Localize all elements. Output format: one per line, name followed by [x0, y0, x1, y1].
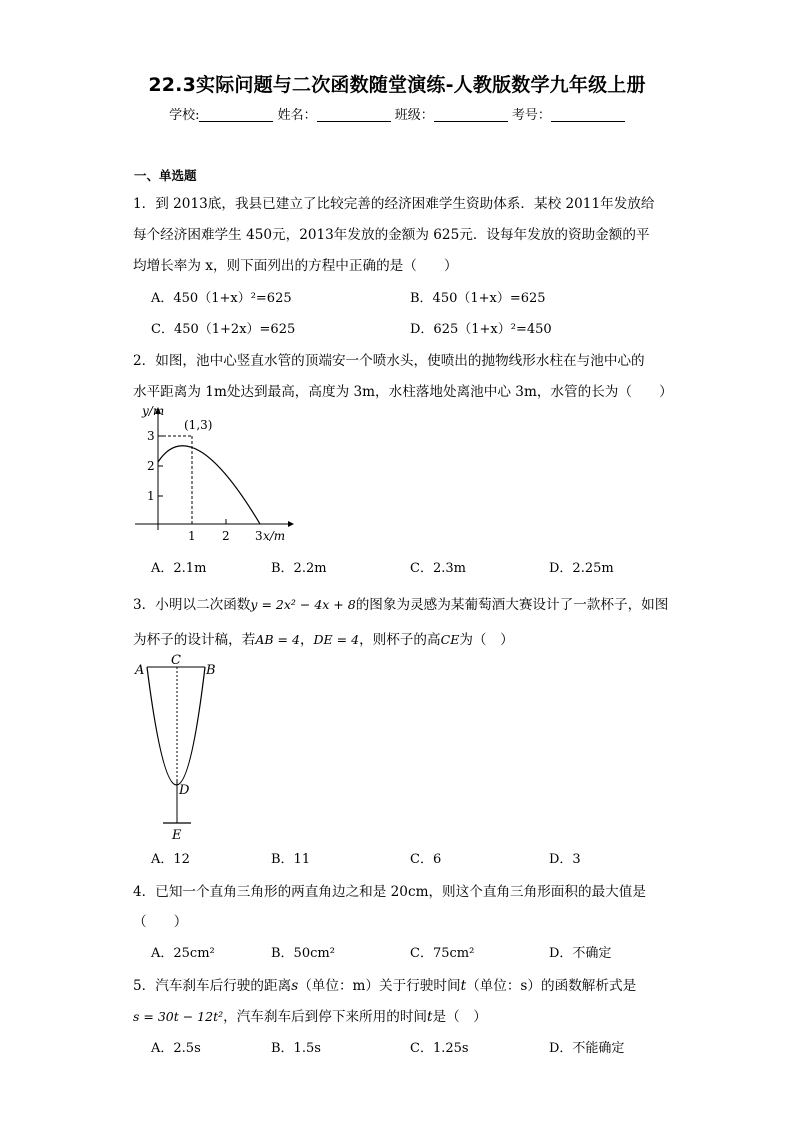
q2-parabola-figure [130, 402, 300, 547]
q5-option-d[interactable]: D．不能确定 [549, 1041, 625, 1056]
q5-line-1 [133, 974, 636, 994]
q3-function-formula: y = 2x² − 4x + 8 [250, 597, 356, 612]
q3-text: 的图象为灵感为某葡萄酒大赛设计了一款杯子，如图 [355, 597, 669, 613]
q2-xtick-label-3: 3 [255, 529, 263, 543]
q5-option-c[interactable]: C．1.25s [410, 1041, 469, 1056]
q4-option-d[interactable]: D．不确定 [549, 946, 612, 961]
q2-line-2: 水平距离为 1m处达到最高，高度为 3m，水柱落地处离池中心 3m，水管的长为（ ） [133, 384, 673, 400]
q3-text: 为（ ） [459, 632, 514, 648]
q3-ab-value: AB = 4 [255, 632, 300, 647]
q1-option-a[interactable]: A．450（1+x）²=625 [151, 291, 292, 306]
q2-y-axis-label: y/m [142, 404, 165, 418]
q1-option-c[interactable]: C．450（1+2x）=625 [151, 322, 296, 337]
q2-parabola-curve [158, 446, 260, 524]
q2-ytick-label-3: 3 [147, 429, 155, 443]
q5-text: 5．汽车刹车后行驶的距离 [133, 978, 292, 994]
q2-option-d[interactable]: D．2.25m [549, 561, 614, 576]
q3-label-e: E [172, 828, 182, 843]
q5-t-variable: t [427, 1009, 433, 1025]
q3-text: 为杯子的设计稿，若 [133, 632, 256, 648]
q2-vertex-label: (1,3) [184, 418, 213, 432]
section-heading: 一、单选题 [134, 168, 197, 183]
q3-option-a[interactable]: A．12 [151, 852, 190, 867]
exam-number-blank[interactable] [551, 109, 625, 122]
q4-line-1: 4．已知一个直角三角形的两直角边之和是 20cm，则这个直角三角形面积的最大值是 [133, 884, 646, 900]
q1-option-d[interactable]: D．625（1+x）²=450 [410, 322, 552, 337]
school-blank[interactable] [199, 109, 273, 122]
q4-option-c[interactable]: C．75cm² [410, 946, 475, 961]
exam-number-label: 考号： [511, 108, 551, 123]
document-title: 22.3实际问题与二次函数随堂演练-人教版数学九年级上册 [148, 74, 646, 96]
name-blank[interactable] [317, 109, 391, 122]
q1-line-3: 均增长率为 x，则下面列出的方程中正确的是（ ） [133, 258, 458, 274]
q3-line-2 [133, 628, 514, 648]
q3-cup-parabola [147, 667, 205, 785]
q5-option-a[interactable]: A．2.5s [151, 1041, 201, 1056]
q3-cup-figure [125, 648, 225, 843]
q1-line-2: 每个经济困难学生 450元，2013年发放的金额为 625元．设每年发放的资助金额的平 [133, 227, 650, 243]
q3-ce-label: CE [440, 632, 460, 647]
q3-option-b[interactable]: B．11 [271, 852, 311, 867]
q3-de-value: DE = 4 [313, 632, 360, 647]
q5-text: （单位：m）关于行驶时间 [298, 978, 461, 994]
q2-line-1: 2．如图，池中心竖直水管的顶端安一个喷水头，使喷出的抛物线形水柱在与池中心的 [133, 353, 645, 369]
q3-label-d: D [179, 783, 190, 798]
q5-line-2 [133, 1005, 487, 1025]
student-info-line [0, 104, 794, 123]
q1-line-1: 1．到 2013底，我县已建立了比较完善的经济困难学生资助体系．某校 2011年发放给 [133, 196, 655, 212]
q1-option-b[interactable]: B．450（1+x）=625 [410, 291, 546, 306]
q2-x-axis-label: x/m [263, 529, 286, 543]
q2-option-c[interactable]: C．2.3m [410, 561, 466, 576]
q5-t-variable: t [460, 978, 467, 994]
q3-label-c: C [171, 653, 181, 668]
q5-option-b[interactable]: B．1.5s [271, 1041, 321, 1056]
q2-xtick-label-1: 1 [188, 529, 196, 543]
q2-ytick-label-1: 1 [147, 489, 155, 503]
q3-text: ， [299, 632, 314, 648]
q2-x-arrow [288, 521, 294, 527]
q3-option-c[interactable]: C．6 [410, 852, 442, 867]
q4-line-2: （ ） [133, 914, 188, 930]
name-label: 姓名： [277, 108, 317, 123]
q3-line-1 [133, 593, 668, 613]
q2-option-a[interactable]: A．2.1m [151, 561, 207, 576]
q3-text: ，则杯子的高 [359, 632, 441, 648]
q3-label-a: A [135, 663, 145, 678]
q5-text: （单位：s）的函数解析式是 [466, 978, 637, 994]
q3-option-d[interactable]: D．3 [549, 852, 581, 867]
q2-option-b[interactable]: B．2.2m [271, 561, 327, 576]
q4-option-a[interactable]: A．25cm² [151, 946, 215, 961]
q3-label-b: B [206, 663, 216, 678]
q5-s-variable: s [291, 978, 299, 994]
school-label: 学校: [169, 108, 200, 123]
class-label: 班级： [394, 108, 434, 123]
q3-text: 3．小明以二次函数 [133, 597, 251, 613]
class-blank[interactable] [434, 109, 508, 122]
q2-xtick-label-2: 2 [222, 529, 230, 543]
q2-ytick-label-2: 2 [147, 459, 155, 473]
q4-option-b[interactable]: B．50cm² [271, 946, 335, 961]
q5-text: 是（ ） [432, 1009, 487, 1025]
q5-distance-formula: s = 30t − 12t² [133, 1009, 224, 1024]
q5-text: ，汽车刹车后到停下来所用的时间 [223, 1009, 428, 1025]
